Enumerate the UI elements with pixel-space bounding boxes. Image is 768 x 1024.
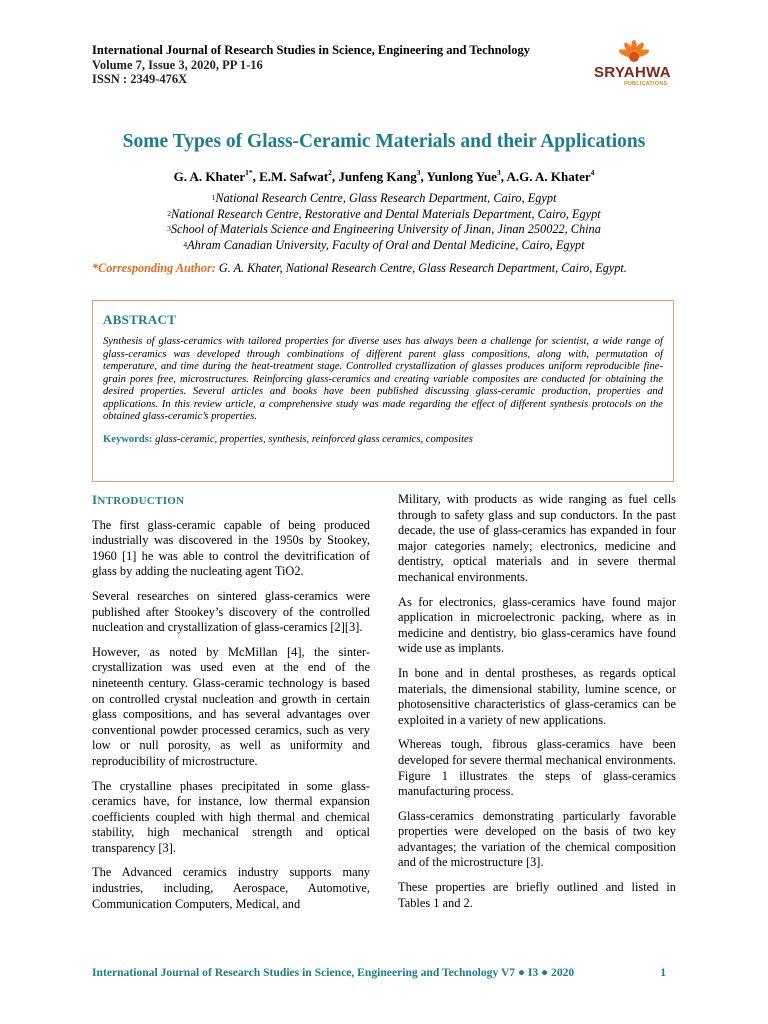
- paragraph: Several researches on sintered glass-ceramics were published after Stookey’s discovery of the controlled nucleation and crystallization of glass-ceramics [2][3].: [92, 588, 370, 635]
- keywords-text: glass-ceramic, properties, synthesis, reinforced glass ceramics, composites: [152, 433, 473, 445]
- abstract-text: Synthesis of glass-ceramics with tailored properties for diverse uses has always been a challenge for scientist, a wide range of glass-ceramics was developed through combinations of different parent glass compositions, along with, permutation of temperature, and time during the heat-treatment stage. Controlled crystallization of glasses produces uniform reproducible fine-grain pores free, microstructures. Reinforcing glass-ceramics and creating variable composites are conducted for obtaining the desired properties. Several articles and books have been published discussing glass-ceramic production, properties and applications. In this review article, a comprehensive study was made regarding the effect of different synthesis protocols on the obtained glass-ceramic’s properties.: [103, 336, 663, 422]
- affiliation-sup: 1: [211, 193, 216, 202]
- affiliation-text: School of Materials Science and Engineering University of Jinan, Jinan 250022, China: [170, 222, 601, 236]
- author-name: E.M. Safwat: [259, 169, 329, 184]
- abstract-heading: ABSTRACT: [103, 312, 177, 327]
- affiliation-text: National Research Centre, Restorative and Dental Materials Department, Cairo, Egypt: [171, 206, 601, 221]
- author-sup: 4: [590, 168, 595, 177]
- page-number: 1: [660, 966, 666, 979]
- paragraph: In bone and in dental prostheses, as regards optical materials, the dimensional stability, lumine scence, or photosensitive characteristics of glass-ceramics can be exploited in a variety of new applications.: [398, 665, 676, 727]
- publisher-subtitle: PUBLICATIONS: [624, 81, 668, 87]
- page-footer: [92, 966, 666, 979]
- affiliation-text: National Research Centre, Glass Research Department, Cairo, Egypt: [215, 191, 557, 205]
- author-name: A.G. A. Khater: [506, 169, 591, 184]
- corresponding-author: [92, 260, 676, 276]
- corresponding-text: G. A. Khater, National Research Centre, Glass Research Department, Cairo, Egypt.: [215, 261, 627, 275]
- paragraph: Military, with products as wide ranging as fuel cells through to safety glass and sup conductors. In the past decade, the use of glass-ceramics has expanded in four major categories namely; electronics, medicine and dentistry, optical materials and in severe thermal mechanical environments.: [398, 492, 676, 584]
- publisher-logo: [588, 40, 678, 90]
- affiliation-sup: 3: [167, 224, 171, 233]
- left-column: [92, 492, 370, 921]
- author-sup: 2: [328, 168, 332, 177]
- author-sup: 3: [416, 168, 421, 177]
- paragraph: The first glass-ceramic capable of being produced industrially was discovered in the 1950s by Stookey, 1960 [1] he was able to control the devitrification of glass by adding the nucleating agent TiO2.: [92, 517, 370, 579]
- affiliation: [0, 191, 768, 207]
- author-name: Yunlong Yue: [426, 169, 497, 184]
- affiliation: [0, 238, 768, 254]
- journal-name: International Journal of Research Studies in Science, Engineering and Technology: [92, 43, 531, 57]
- journal-issn: ISSN : 2349-476X: [92, 72, 188, 86]
- affiliation-sup: 4: [183, 239, 188, 249]
- affiliation: [0, 207, 768, 223]
- footer-journal: International Journal of Research Studies in Science, Engineering and Technology V7 ● I3 ● 2020: [92, 966, 575, 979]
- abstract-box: [92, 300, 674, 482]
- paragraph: Glass-ceramics demonstrating particularly favorable properties were developed on the basis of two key advantages; the variation of the chemical composition and of the microstructure [3].: [398, 808, 676, 870]
- affiliation: [0, 222, 768, 238]
- author-name: Junfeng Kang: [338, 169, 417, 184]
- paragraph: The Advanced ceramics industry supports many industries, including, Aerospace, Automotive, Communication Computers, Medical, and: [92, 865, 370, 911]
- paragraph: Whereas tough, fibrous glass-ceramics have been developed for severe thermal mechanical environments. Figure 1 illustrates the steps of glass-ceramics manufacturing process.: [398, 737, 676, 799]
- section-heading-initial: I: [92, 492, 98, 507]
- paper-title: Some Types of Glass-Ceramic Materials and their Applications: [122, 131, 646, 152]
- publisher-brand: SRYAHWA: [594, 64, 671, 81]
- journal-volume: Volume 7, Issue 3, 2020, PP 1-16: [92, 57, 263, 72]
- affiliation-text: Ahram Canadian University, Faculty of Oral and Dental Medicine, Cairo, Egypt: [187, 237, 585, 252]
- paragraph: However, as noted by McMillan [4], the sinter-crystallization was used even at the end of the nineteenth century. Glass-ceramic technology is based on controlled crystal nucleation and growth in certain glass compositions, and has several advantages over conventional powder processed ceramics, such as very low or null porosity, as well as uniformity and reproducibility of microstructure.: [92, 644, 370, 768]
- paragraph: As for electronics, glass-ceramics have found major application in microelectronic packing, where as in medicine and dentistry, bio glass-ceramics have found wide use as implants.: [398, 594, 676, 656]
- paragraph: The crystalline phases precipitated in some glass-ceramics have, for instance, low thermal expansion coefficients coupled with high thermal and chemical stability, high mechanical strength and optical transparency [3].: [92, 778, 370, 855]
- author-name: G. A. Khater: [173, 169, 246, 184]
- keywords: [103, 434, 663, 445]
- author-sup: 3: [496, 168, 501, 177]
- right-column: [398, 492, 676, 920]
- affiliation-list: [0, 191, 768, 253]
- journal-header: [92, 43, 530, 87]
- section-heading-introduction: [92, 492, 370, 510]
- paragraph: These properties are briefly outlined and listed in Tables 1 and 2.: [398, 880, 676, 910]
- keywords-label: Keywords:: [103, 433, 153, 445]
- affiliation-sup: 2: [167, 208, 172, 218]
- corresponding-label: *Corresponding Author:: [92, 261, 216, 275]
- author-sup: 1*: [245, 168, 253, 177]
- section-heading-rest: NTRODUCTION: [97, 495, 185, 507]
- author-list: G. A. Khater$^{1*}$, E.M. Safwat$^2$, Junfeng Kang$^3$, Yunlong Yue$^3$, A.G. A. Khater$^4$: [173, 168, 595, 184]
